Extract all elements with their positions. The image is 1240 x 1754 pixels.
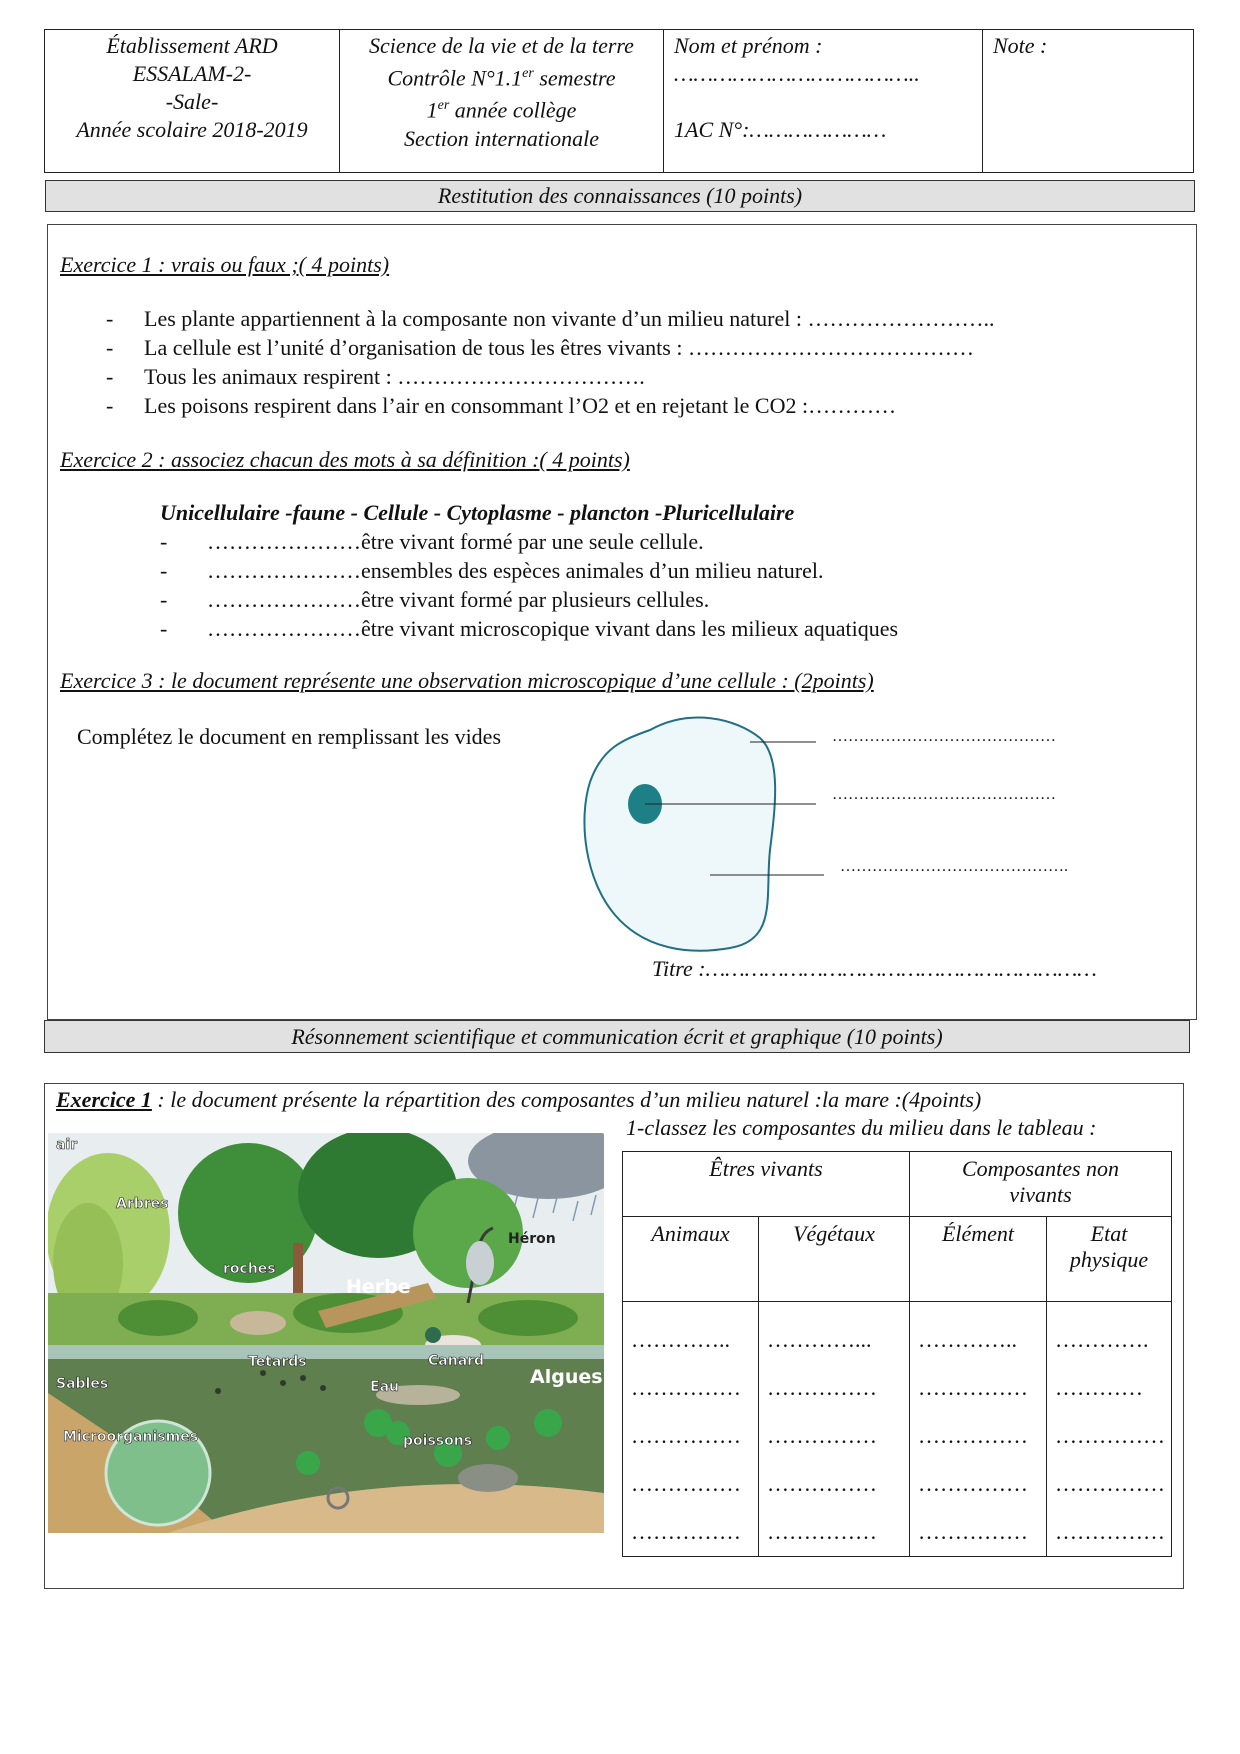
label-canard: Canard xyxy=(428,1353,485,1369)
subject: Science de la vie et de la terre xyxy=(369,33,634,58)
label-microorganismes: Microorganismes xyxy=(63,1429,199,1445)
dots[interactable]: …………… xyxy=(631,1519,741,1544)
student-info xyxy=(664,30,983,172)
dots[interactable]: …………… xyxy=(918,1471,1028,1496)
school-year: Année scolaire 2018-2019 xyxy=(76,117,308,142)
ex4-title xyxy=(56,1087,981,1113)
ex1-dash-1: - xyxy=(106,306,114,331)
label-algues: Algues xyxy=(530,1366,603,1388)
school-info xyxy=(45,30,340,172)
year-sup: er xyxy=(437,98,450,114)
control-number xyxy=(340,60,663,92)
ex1-item-1[interactable]: Les plante appartiennent à la composante non vivante d’un milieu naturel : …………………….. xyxy=(144,306,995,331)
ex2-dash-1: - xyxy=(160,529,168,554)
label-arbres: Arbres xyxy=(116,1196,169,1212)
ex1-item-3[interactable]: Tous les animaux respirent : ……………………………. xyxy=(144,364,645,389)
col-vegetaux: Végétaux xyxy=(759,1217,910,1302)
label-eau: Eau xyxy=(370,1379,399,1395)
dots[interactable]: …………… xyxy=(767,1519,877,1544)
roche-1 xyxy=(230,1311,286,1335)
cell-label-1[interactable]: …………………………………… xyxy=(832,728,1056,745)
ex1-dash-2: - xyxy=(106,335,114,360)
label-herbe: Herbe xyxy=(346,1276,411,1298)
ex3-title: Exercice 3 : le document représente une observation microscopique d’une cellule : (2points) xyxy=(60,668,874,693)
table-header-row xyxy=(623,1217,1172,1302)
cell-element[interactable] xyxy=(910,1302,1047,1557)
dots[interactable]: …………… xyxy=(767,1375,877,1400)
dots[interactable]: …………… xyxy=(767,1471,877,1496)
dots[interactable]: …………… xyxy=(1055,1423,1165,1448)
fish-2 xyxy=(458,1464,518,1492)
water-surface xyxy=(48,1345,604,1359)
dots[interactable]: …………… xyxy=(918,1423,1028,1448)
ex2-dash-3: - xyxy=(160,587,168,612)
ex2-dash-2: - xyxy=(160,558,168,583)
name-label: Nom et prénom : xyxy=(674,33,823,58)
dots[interactable]: …………… xyxy=(1055,1519,1165,1544)
pond-illustration xyxy=(48,1133,604,1533)
label-sables: Sables xyxy=(56,1376,109,1392)
ex4-title-bold: Exercice 1 xyxy=(56,1087,152,1112)
cell-label-3[interactable]: ……………………………………. xyxy=(840,858,1068,875)
ex2-title: Exercice 2 : associez chacun des mots à sa définition :( 4 points) xyxy=(60,447,630,472)
col-animaux: Animaux xyxy=(623,1217,759,1302)
col-group-vivants: Êtres vivants xyxy=(623,1152,910,1217)
class-number-field[interactable]: 1AC N°:………………… xyxy=(674,117,887,142)
dots[interactable]: ………….. xyxy=(918,1327,1017,1352)
table-body-row xyxy=(623,1302,1172,1557)
cell-vegetaux[interactable] xyxy=(759,1302,910,1557)
ex2-item-3[interactable]: …………………être vivant formé par plusieurs cellules. xyxy=(207,587,710,612)
school-branch: ESSALAM-2- xyxy=(132,61,252,86)
cell-animaux[interactable] xyxy=(623,1302,759,1557)
dots[interactable]: ………….. xyxy=(631,1327,730,1352)
label-roches: roches xyxy=(223,1261,276,1277)
year-suffix: année collège xyxy=(449,97,577,123)
ex3-instruction: Complétez le document en remplissant les vides xyxy=(77,724,502,749)
duck-head xyxy=(425,1327,441,1343)
col-group-non-vivants: Composantes non vivants xyxy=(910,1152,1172,1217)
col-element: Élément xyxy=(910,1217,1047,1302)
dots[interactable]: …………… xyxy=(631,1423,741,1448)
label-air: air xyxy=(56,1137,78,1153)
note-label: Note : xyxy=(993,33,1048,58)
part2-title: Résonnement scientifique et communication écrit et graphique (10 points) xyxy=(44,1020,1190,1053)
dots[interactable]: …………. xyxy=(1055,1327,1149,1352)
ex1-dash-4: - xyxy=(106,393,114,418)
cell-etat-physique[interactable] xyxy=(1047,1302,1172,1557)
ex4-title-rest: : le document présente la répartition des composantes d’un milieu naturel :la mare :(4points) xyxy=(151,1087,982,1112)
dots[interactable]: …………… xyxy=(767,1423,877,1448)
ex1-dash-3: - xyxy=(106,364,114,389)
label-tetards: Tetards xyxy=(248,1354,307,1370)
dots[interactable]: …………… xyxy=(631,1471,741,1496)
ex1-item-2[interactable]: La cellule est l’unité d’organisation de tous les êtres vivants : ………………………………… xyxy=(144,335,974,360)
ex1-item-4[interactable]: Les poisons respirent dans l’air en consommant l’O2 et en rejetant le CO2 :………… xyxy=(144,393,897,418)
dots[interactable]: …………… xyxy=(631,1375,741,1400)
cell-title-field[interactable]: Titre :…………………………………………………… xyxy=(652,956,1097,981)
dots[interactable]: ………… xyxy=(1055,1375,1143,1400)
ex2-word-list: Unicellulaire -faune - Cellule - Cytoplasme - plancton -Pluricellulaire xyxy=(160,500,795,525)
label-heron: Héron xyxy=(508,1231,556,1247)
school-city: -Sale- xyxy=(165,89,219,114)
control-sup: er xyxy=(522,66,534,81)
class-year xyxy=(340,92,663,124)
ex1-title: Exercice 1 : vrais ou faux ;( 4 points) xyxy=(60,252,390,277)
ex2-item-2[interactable]: …………………ensembles des espèces animales d’un milieu naturel. xyxy=(207,558,824,583)
header-table xyxy=(44,29,1194,173)
note-cell xyxy=(983,30,1193,172)
cell-label-2[interactable]: …………………………………… xyxy=(832,786,1056,803)
dots[interactable]: …………... xyxy=(767,1327,872,1352)
school-name: Établissement ARD xyxy=(106,33,278,58)
dots[interactable]: …………… xyxy=(918,1519,1028,1544)
ex4-question: 1-classez les composantes du milieu dans le tableau : xyxy=(626,1115,1097,1140)
ex2-dash-4: - xyxy=(160,616,168,641)
dots[interactable]: …………… xyxy=(918,1375,1028,1400)
cell-diagram xyxy=(560,700,840,960)
label-poissons: poissons xyxy=(403,1433,473,1449)
exam-info xyxy=(340,30,664,172)
part1-title: Restitution des connaissances (10 points) xyxy=(45,180,1195,212)
ex2-item-1[interactable]: …………………être vivant formé par une seule cellule. xyxy=(207,529,704,554)
section: Section internationale xyxy=(404,125,599,151)
control-suffix: semestre xyxy=(533,65,616,91)
cell-membrane xyxy=(584,718,775,951)
control-prefix: Contrôle N°1.1 xyxy=(387,65,523,91)
classification-table xyxy=(622,1151,1172,1557)
ex2-item-4[interactable]: …………………être vivant microscopique vivant dans les milieux aquatiques xyxy=(207,616,899,641)
table-group-row xyxy=(623,1152,1172,1217)
year-num: 1 xyxy=(426,97,438,123)
name-field[interactable]: ……………………………….. xyxy=(674,61,920,86)
col-etat-physique: Etat physique xyxy=(1047,1217,1172,1302)
dots[interactable]: …………… xyxy=(1055,1471,1165,1496)
